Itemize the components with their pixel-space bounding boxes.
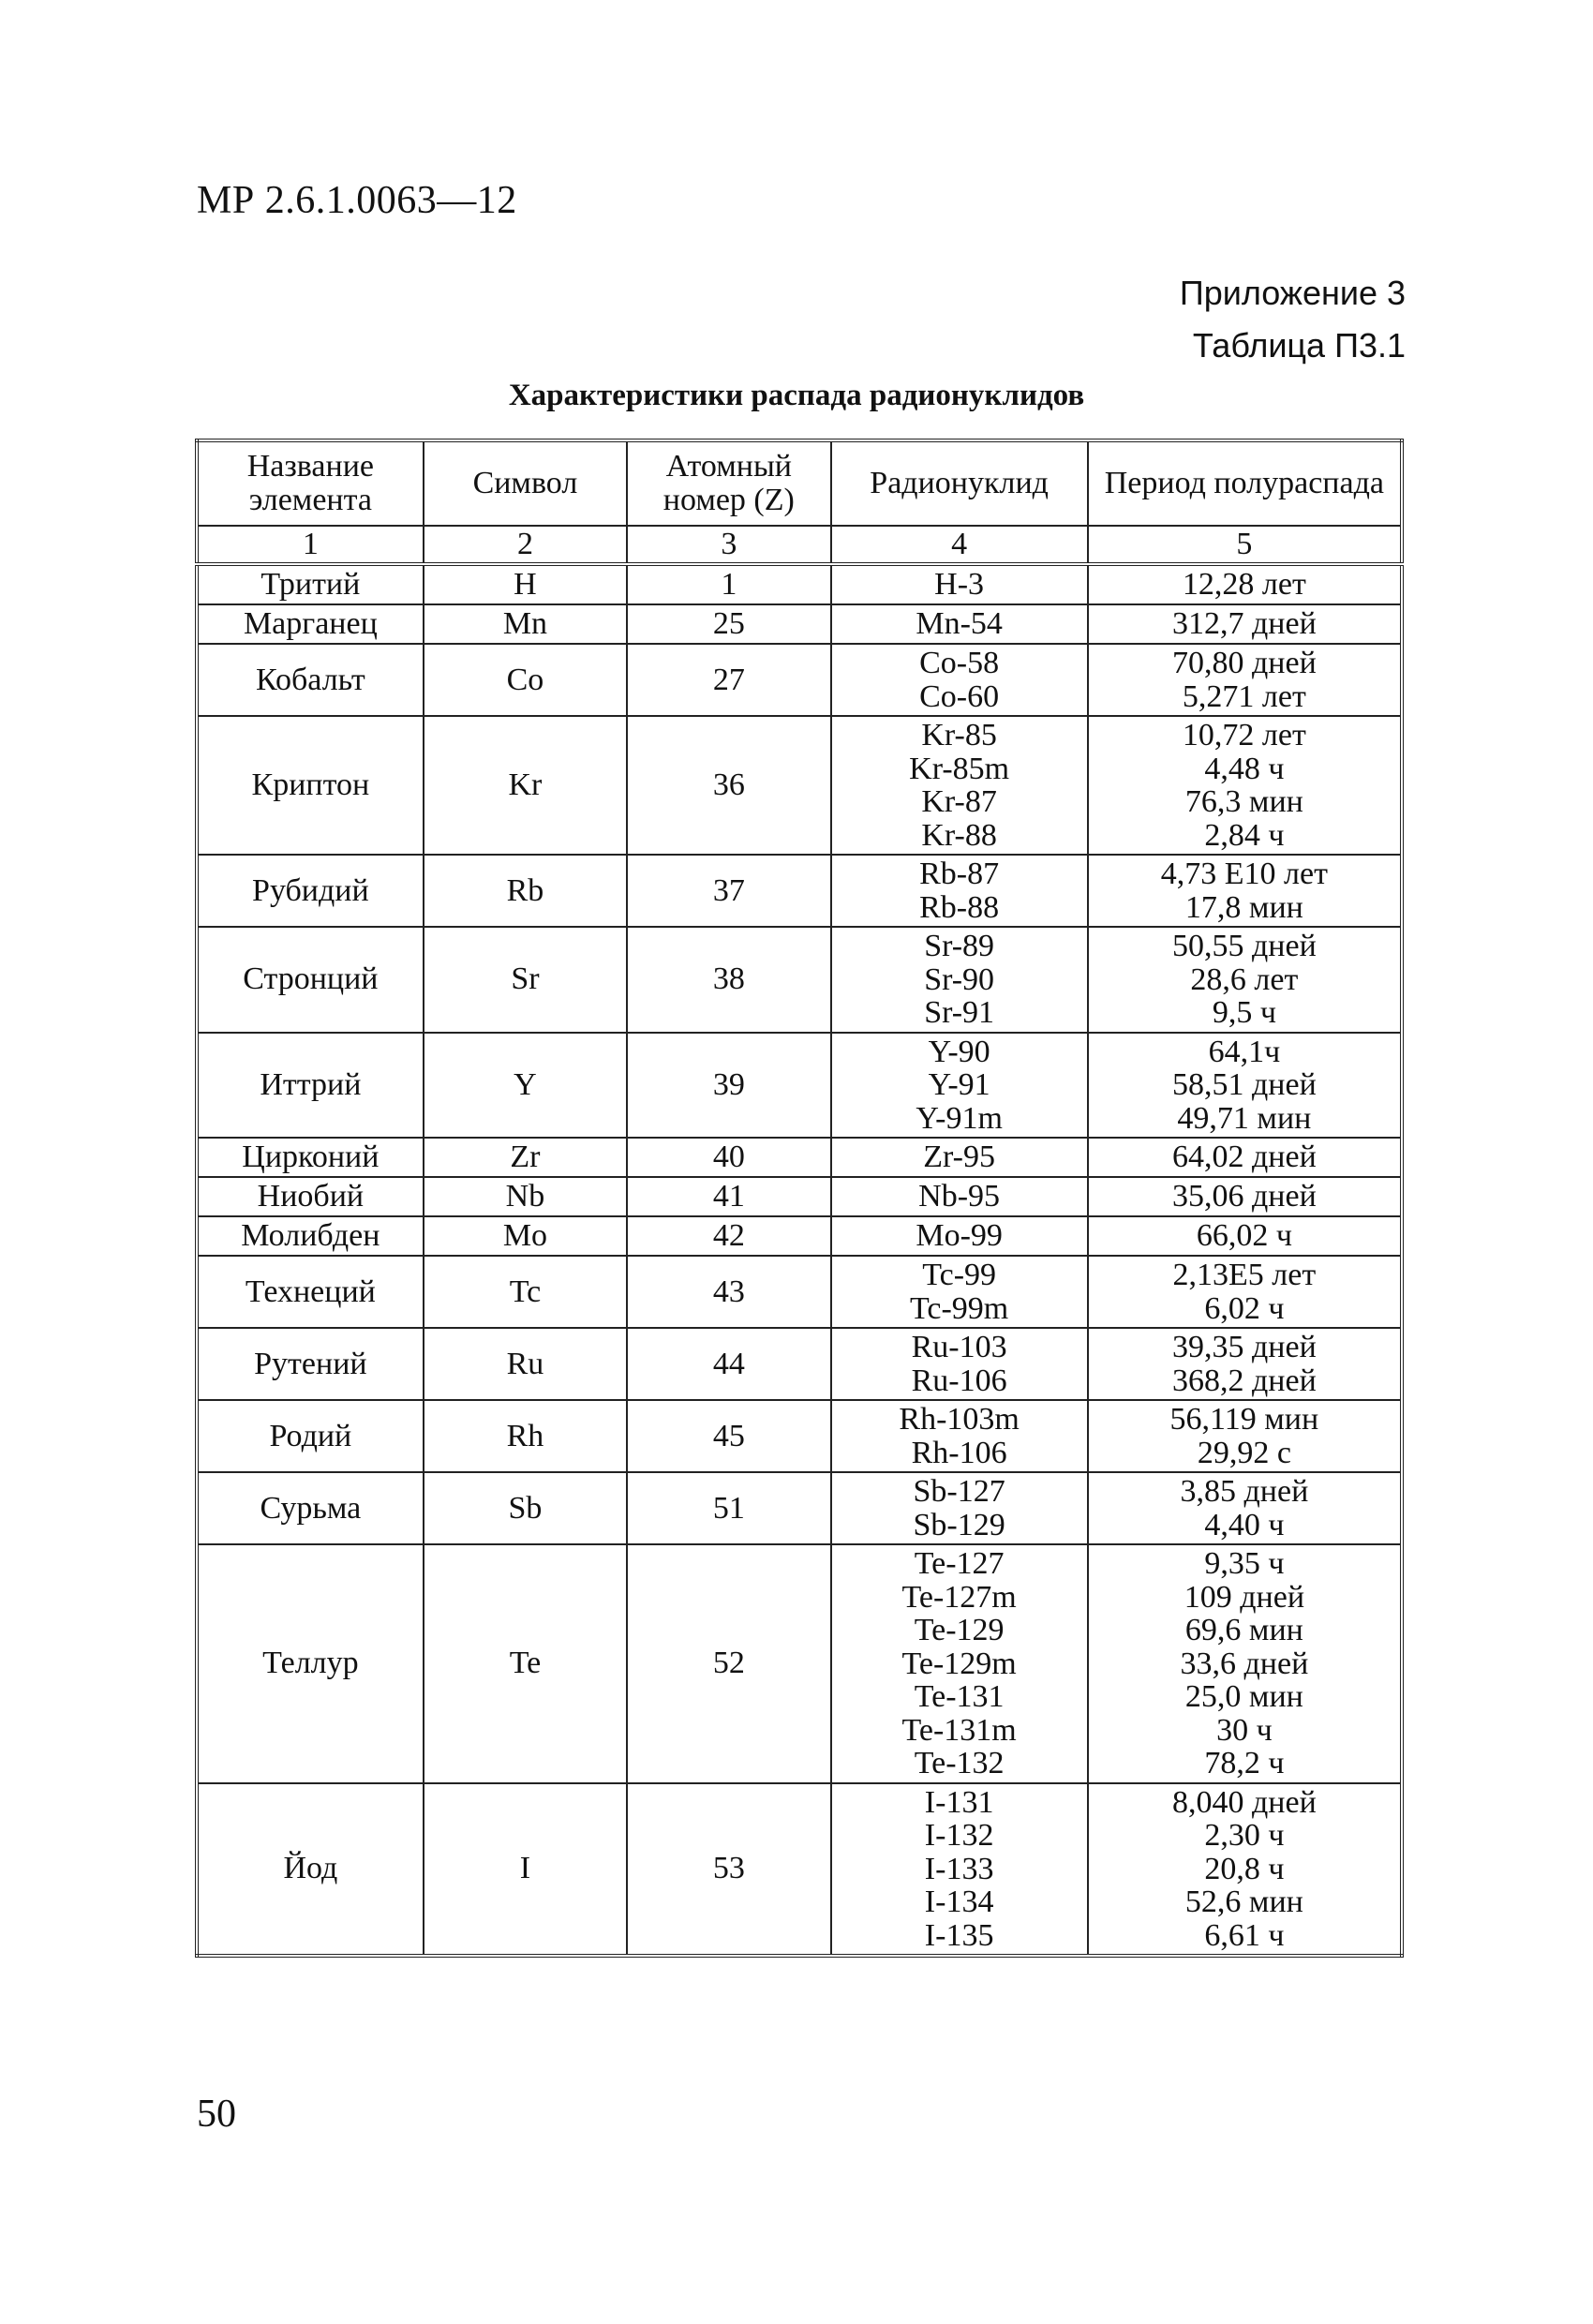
radionuclide-cell: [831, 564, 1088, 604]
half-life-value: 49,71 мин: [1177, 1100, 1312, 1136]
radionuclide-cell: [831, 1400, 1088, 1472]
element-symbol-cell: Rb: [424, 855, 627, 927]
atomic-number-cell: 1: [627, 564, 830, 604]
radionuclide-cell: [831, 716, 1088, 855]
header-row: [197, 440, 1402, 526]
half-life-value: 25,0 мин: [1184, 1679, 1303, 1714]
element-symbol-cell: Co: [424, 644, 627, 716]
radionuclide: Te-131m: [901, 1712, 1017, 1748]
element-name-cell: Кобальт: [197, 644, 424, 716]
atomic-number-cell: 40: [627, 1138, 830, 1177]
half-life-value: 4,48 ч: [1204, 751, 1285, 786]
radionuclide: H-3: [934, 567, 985, 603]
element-symbol-cell: Mo: [424, 1216, 627, 1256]
element-name-cell: Родий: [197, 1400, 424, 1472]
element-symbol-cell: Y: [424, 1033, 627, 1139]
table-reference: Таблица П3.1: [1192, 326, 1406, 365]
half-life-value: 66,02 ч: [1196, 1218, 1292, 1254]
appendix-block: [1180, 267, 1406, 372]
table-row: [197, 1783, 1402, 1957]
radionuclide: Te-131: [914, 1679, 1005, 1714]
half-life-value: 12,28 лет: [1182, 567, 1306, 603]
radionuclide: Co-58: [919, 646, 1000, 680]
half-life-cell: [1088, 604, 1402, 644]
half-life-value: 64,02 дней: [1171, 1140, 1317, 1175]
element-name-cell: Технеций: [197, 1256, 424, 1328]
table-row: [197, 1472, 1402, 1544]
half-life-cell: [1088, 1177, 1402, 1216]
element-name-cell: Молибден: [197, 1216, 424, 1256]
column-header-atomic-number: Атомный номер (Z): [627, 440, 830, 526]
element-name-cell: Йод: [197, 1783, 424, 1957]
half-life-value: 70,80 дней: [1171, 646, 1317, 680]
element-name-cell: Сурьма: [197, 1472, 424, 1544]
table-row: [197, 1544, 1402, 1783]
half-life-value: 5,271 лет: [1182, 678, 1306, 714]
radionuclide-cell: [831, 644, 1088, 716]
half-life-value: 64,1ч: [1208, 1034, 1281, 1069]
radionuclide-cell: [831, 1472, 1088, 1544]
radionuclide-cell: [831, 1177, 1088, 1216]
half-life-cell: [1088, 1783, 1402, 1957]
atomic-number-cell: 39: [627, 1033, 830, 1139]
table-title: Характеристики распада радионуклидов: [508, 379, 1085, 412]
table-row: [197, 855, 1402, 927]
half-life-value: 28,6 лет: [1190, 961, 1299, 997]
half-life-value: 312,7 дней: [1171, 606, 1317, 642]
radionuclide: Rh-106: [911, 1435, 1007, 1470]
radionuclide: Co-60: [919, 678, 1000, 714]
atomic-number-cell: 44: [627, 1328, 830, 1400]
column-number: 3: [627, 526, 830, 564]
radionuclide: Te-127m: [901, 1579, 1017, 1615]
radionuclide-cell: [831, 604, 1088, 644]
half-life-cell: [1088, 1033, 1402, 1139]
atomic-number-cell: 38: [627, 927, 830, 1033]
column-number: 1: [197, 526, 424, 564]
radionuclide: Tc-99: [922, 1258, 997, 1292]
half-life-value: 3,85 дней: [1180, 1474, 1309, 1509]
element-symbol-cell: Te: [424, 1544, 627, 1783]
radionuclide: Sr-90: [924, 961, 995, 997]
radionuclide: Sb-127: [913, 1474, 1005, 1509]
element-symbol-cell: Sb: [424, 1472, 627, 1544]
radionuclide: Rb-88: [919, 889, 1000, 925]
atomic-number-cell: 42: [627, 1216, 830, 1256]
radionuclide: Te-129: [914, 1613, 1005, 1647]
half-life-value: 8,040 дней: [1171, 1784, 1317, 1820]
radionuclide: I-133: [924, 1851, 994, 1886]
half-life-cell: [1088, 1138, 1402, 1177]
atomic-number-cell: 36: [627, 716, 830, 855]
half-life-cell: [1088, 1472, 1402, 1544]
table-row: [197, 1177, 1402, 1216]
half-life-value: 78,2 ч: [1204, 1746, 1285, 1780]
element-symbol-cell: H: [424, 564, 627, 604]
radionuclide: Te-132: [914, 1746, 1005, 1780]
table-row: [197, 1033, 1402, 1139]
radionuclide: Y-91: [928, 1067, 990, 1102]
radionuclide-cell: [831, 1138, 1088, 1177]
atomic-number-cell: 27: [627, 644, 830, 716]
half-life-value: 29,92 с: [1197, 1435, 1291, 1470]
element-symbol-cell: Zr: [424, 1138, 627, 1177]
element-symbol-cell: Nb: [424, 1177, 627, 1216]
column-header-radionuclide: Радионуклид: [831, 440, 1088, 526]
table-row: [197, 927, 1402, 1033]
column-number: 2: [424, 526, 627, 564]
element-symbol-cell: Tc: [424, 1256, 627, 1328]
page-number: 50: [197, 2093, 236, 2136]
half-life-cell: [1088, 1216, 1402, 1256]
element-name-cell: Тритий: [197, 564, 424, 604]
decay-characteristics-table: [195, 439, 1404, 1958]
radionuclide: I-132: [924, 1818, 994, 1853]
half-life-cell: [1088, 644, 1402, 716]
radionuclide: I-131: [924, 1784, 994, 1820]
radionuclide: Zr-95: [923, 1140, 995, 1175]
half-life-value: 10,72 лет: [1182, 718, 1306, 752]
element-name-cell: Криптон: [197, 716, 424, 855]
half-life-value: 6,61 ч: [1204, 1917, 1285, 1953]
half-life-value: 76,3 мин: [1184, 784, 1303, 819]
radionuclide-cell: [831, 855, 1088, 927]
table-row: [197, 1256, 1402, 1328]
radionuclide: Y-91m: [916, 1100, 1003, 1136]
element-symbol-cell: I: [424, 1783, 627, 1957]
half-life-cell: [1088, 716, 1402, 855]
half-life-cell: [1088, 1544, 1402, 1783]
radionuclide: Te-129m: [901, 1646, 1017, 1681]
element-symbol-cell: Sr: [424, 927, 627, 1033]
radionuclide: Kr-85: [921, 718, 997, 752]
radionuclide: Kr-88: [921, 817, 997, 853]
radionuclide: Nb-95: [918, 1179, 1001, 1214]
element-name-cell: Марганец: [197, 604, 424, 644]
element-name-cell: Иттрий: [197, 1033, 424, 1139]
half-life-value: 2,13E5 лет: [1172, 1258, 1317, 1292]
column-header-symbol: Символ: [424, 440, 627, 526]
radionuclide-cell: [831, 1783, 1088, 1957]
column-number-row: [197, 526, 1402, 564]
half-life-value: 17,8 мин: [1184, 889, 1303, 925]
half-life-value: 33,6 дней: [1180, 1646, 1309, 1681]
element-name-cell: Стронций: [197, 927, 424, 1033]
atomic-number-cell: 43: [627, 1256, 830, 1328]
radionuclide: Sr-89: [924, 929, 995, 963]
radionuclide: Ru-106: [911, 1363, 1007, 1398]
element-name-cell: Цирконий: [197, 1138, 424, 1177]
table-row: [197, 1216, 1402, 1256]
table-body: [197, 564, 1402, 1956]
radionuclide: Ru-103: [911, 1330, 1007, 1364]
half-life-value: 58,51 дней: [1171, 1067, 1317, 1102]
element-symbol-cell: Rh: [424, 1400, 627, 1472]
radionuclide: Rh-103m: [899, 1402, 1020, 1437]
table-row: [197, 716, 1402, 855]
element-name-cell: Рутений: [197, 1328, 424, 1400]
radionuclide: Sr-91: [924, 995, 995, 1030]
half-life-value: 2,84 ч: [1204, 817, 1285, 853]
radionuclide: Y-90: [928, 1034, 990, 1069]
column-header-half-life: Период полураспада: [1088, 440, 1402, 526]
atomic-number-cell: 37: [627, 855, 830, 927]
atomic-number-cell: 25: [627, 604, 830, 644]
half-life-value: 35,06 дней: [1171, 1179, 1317, 1214]
table-row: [197, 644, 1402, 716]
half-life-cell: [1088, 1328, 1402, 1400]
table-row: [197, 604, 1402, 644]
atomic-number-cell: 45: [627, 1400, 830, 1472]
element-name-cell: Теллур: [197, 1544, 424, 1783]
half-life-value: 109 дней: [1184, 1579, 1305, 1615]
radionuclide-cell: [831, 927, 1088, 1033]
radionuclide: Kr-87: [921, 784, 997, 819]
table-row: [197, 1328, 1402, 1400]
radionuclide: I-134: [924, 1885, 994, 1919]
atomic-number-cell: 41: [627, 1177, 830, 1216]
atomic-number-cell: 53: [627, 1783, 830, 1957]
half-life-value: 30 ч: [1216, 1712, 1273, 1748]
half-life-value: 4,40 ч: [1204, 1507, 1285, 1542]
half-life-cell: [1088, 564, 1402, 604]
radionuclide: I-135: [924, 1917, 994, 1953]
half-life-value: 20,8 ч: [1204, 1851, 1285, 1886]
half-life-value: 6,02 ч: [1204, 1290, 1285, 1326]
element-name-cell: Рубидий: [197, 855, 424, 927]
document-code: МР 2.6.1.0063—12: [197, 179, 517, 222]
radionuclide: Sb-129: [913, 1507, 1005, 1542]
radionuclide-cell: [831, 1216, 1088, 1256]
half-life-cell: [1088, 1256, 1402, 1328]
radionuclide: Rb-87: [919, 857, 1000, 891]
table-row: [197, 1138, 1402, 1177]
decay-table-container: [195, 439, 1404, 1958]
column-number: 5: [1088, 526, 1402, 564]
table-row: [197, 564, 1402, 604]
element-symbol-cell: Kr: [424, 716, 627, 855]
radionuclide-cell: [831, 1328, 1088, 1400]
half-life-value: 368,2 дней: [1171, 1363, 1317, 1398]
half-life-value: 4,73 E10 лет: [1160, 857, 1328, 891]
radionuclide: Mo-99: [916, 1218, 1003, 1254]
half-life-value: 52,6 мин: [1184, 1885, 1303, 1919]
radionuclide-cell: [831, 1033, 1088, 1139]
half-life-cell: [1088, 855, 1402, 927]
radionuclide: Tc-99m: [909, 1290, 1009, 1326]
radionuclide-cell: [831, 1256, 1088, 1328]
half-life-value: 39,35 дней: [1171, 1330, 1317, 1364]
half-life-value: 69,6 мин: [1184, 1613, 1303, 1647]
half-life-cell: [1088, 927, 1402, 1033]
column-header-name: Название элемента: [197, 440, 424, 526]
appendix-label: Приложение 3: [1179, 274, 1406, 312]
half-life-value: 2,30 ч: [1204, 1818, 1285, 1853]
element-symbol-cell: Ru: [424, 1328, 627, 1400]
element-symbol-cell: Mn: [424, 604, 627, 644]
radionuclide: Mn-54: [916, 606, 1003, 642]
half-life-value: 9,5 ч: [1212, 995, 1276, 1030]
half-life-value: 56,119 мин: [1169, 1402, 1319, 1437]
element-name-cell: Ниобий: [197, 1177, 424, 1216]
atomic-number-cell: 52: [627, 1544, 830, 1783]
table-row: [197, 1400, 1402, 1472]
half-life-value: 50,55 дней: [1171, 929, 1317, 963]
half-life-value: 9,35 ч: [1204, 1546, 1285, 1581]
column-number: 4: [831, 526, 1088, 564]
radionuclide: Te-127: [914, 1546, 1005, 1581]
radionuclide: Kr-85m: [909, 751, 1010, 786]
atomic-number-cell: 51: [627, 1472, 830, 1544]
half-life-cell: [1088, 1400, 1402, 1472]
radionuclide-cell: [831, 1544, 1088, 1783]
